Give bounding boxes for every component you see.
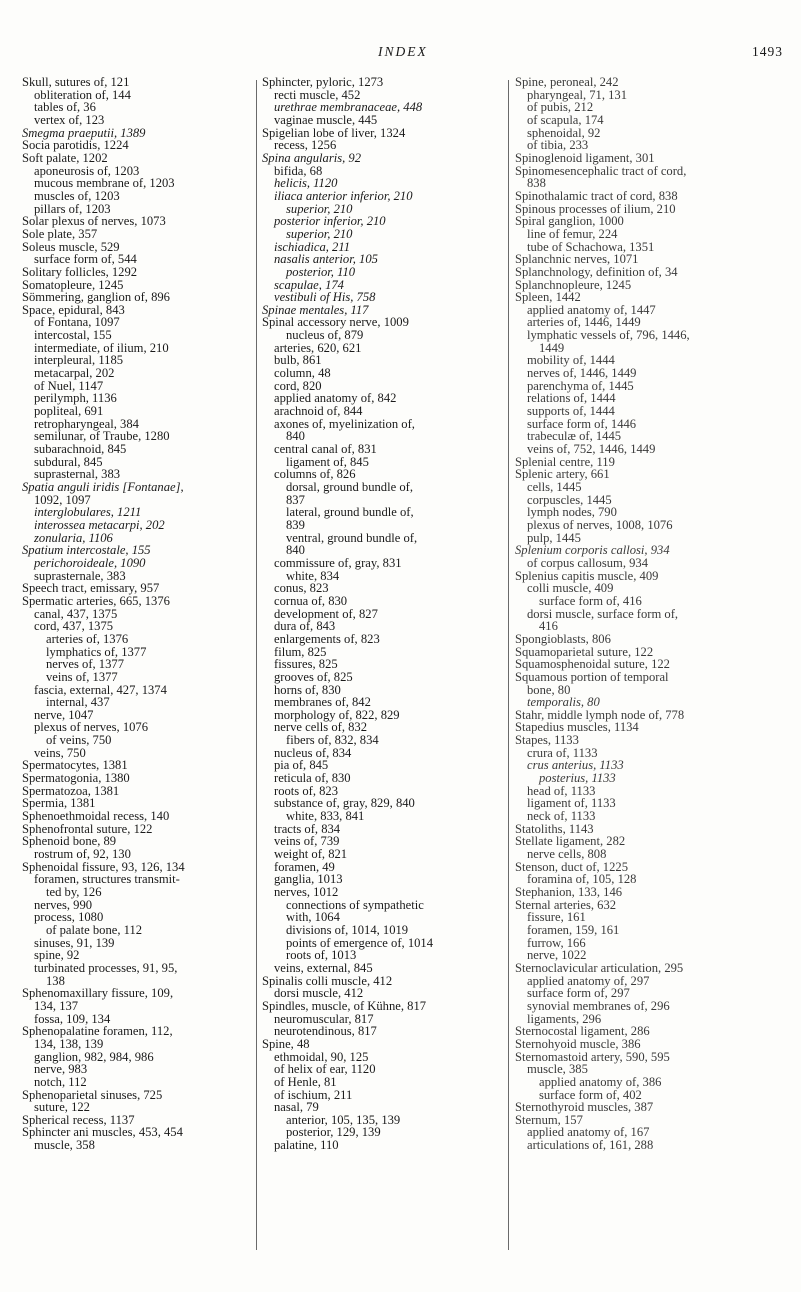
index-entry: ligaments, 296 xyxy=(527,1011,602,1026)
index-entry: metacarpal, 202 xyxy=(34,366,115,381)
index-entry: intercostal, 155 xyxy=(34,328,112,343)
index-entry: Stenson, duct of, 1225 xyxy=(515,859,628,874)
index-entry: Sphincter, pyloric, 1273 xyxy=(262,75,384,89)
index-entry: of tibia, 233 xyxy=(527,138,589,153)
index-entry: superior, 210 xyxy=(286,226,353,241)
index-entry: applied anatomy of, 167 xyxy=(527,1125,650,1140)
index-entry: veins of, 1377 xyxy=(46,669,118,684)
index-entry: nasalis anterior, 105 xyxy=(274,252,378,267)
index-entry: ligament of, 845 xyxy=(286,454,369,469)
index-entry: Spongioblasts, 806 xyxy=(515,631,611,646)
index-entry: Stapedius muscles, 1134 xyxy=(515,720,639,735)
index-entry: dorsal, ground bundle of, xyxy=(286,480,413,494)
index-entry: nerve, 983 xyxy=(34,1062,88,1077)
index-entry: Sphenoidal fissure, 93, 126, 134 xyxy=(22,859,185,874)
index-entry: of veins, 750 xyxy=(46,733,112,748)
index-entry: bone, 80 xyxy=(527,682,571,697)
index-entry: temporalis, 80 xyxy=(527,695,600,710)
index-entry: 839 xyxy=(286,517,305,532)
index-entry: Speech tract, emissary, 957 xyxy=(22,581,160,596)
index-entry: of scapula, 174 xyxy=(527,112,604,127)
index-entry: Soleus muscle, 529 xyxy=(22,239,120,254)
index-entry: Stahr, middle lymph node of, 778 xyxy=(515,707,685,722)
index-entry: 840 xyxy=(286,429,305,444)
index-entry: Statoliths, 1143 xyxy=(515,821,594,836)
index-entry: corpuscles, 1445 xyxy=(527,492,612,507)
index-entry: weight of, 821 xyxy=(274,847,348,862)
index-entry: nerve, 1047 xyxy=(34,707,94,722)
index-entry: applied anatomy of, 842 xyxy=(274,391,397,406)
index-entry: Spherical recess, 1137 xyxy=(22,1112,135,1127)
index-entry: line of femur, 224 xyxy=(527,226,618,241)
index-entry: suture, 122 xyxy=(34,1100,90,1115)
index-entry: Soft palate, 1202 xyxy=(22,150,108,165)
index-entry: Squamosphenoidal suture, 122 xyxy=(515,657,670,672)
index-entry: Spermia, 1381 xyxy=(22,796,96,811)
index-entry: horns of, 830 xyxy=(274,682,341,697)
index-entry: of Fontana, 1097 xyxy=(34,315,120,330)
index-entry: nerve, 1022 xyxy=(527,948,587,963)
index-entry: retropharyngeal, 384 xyxy=(34,416,139,431)
index-entry: 1092, 1097 xyxy=(34,492,91,507)
index-entry: Spatium intercostale, 155 xyxy=(22,543,151,558)
index-entry: lymph nodes, 790 xyxy=(527,505,617,520)
index-entry: posterior, 110 xyxy=(286,264,356,279)
index-entry: Spine, peroneal, 242 xyxy=(515,75,619,89)
index-entry: divisions of, 1014, 1019 xyxy=(286,922,409,937)
index-entry: grooves of, 825 xyxy=(274,669,353,684)
index-entry: Spleen, 1442 xyxy=(515,290,581,305)
index-entry: surface form of, 1446 xyxy=(527,416,637,431)
index-entry: Sphenomaxillary fissure, 109, xyxy=(22,986,174,1001)
index-entry: recti muscle, 452 xyxy=(274,87,361,102)
index-entry: column, 48 xyxy=(274,366,331,381)
index-entry: nerves of, 1377 xyxy=(46,657,124,672)
index-entry: tube of Schachowa, 1351 xyxy=(527,239,655,254)
index-entry: ventral, ground bundle of, xyxy=(286,530,418,545)
index-entry: fissures, 825 xyxy=(274,657,338,672)
index-entry: commissure of, gray, 831 xyxy=(274,555,402,570)
index-entry: Spindles, muscle, of Kühne, 817 xyxy=(262,998,427,1013)
index-entry: morphology of, 822, 829 xyxy=(274,707,400,722)
index-entry: nerves, 990 xyxy=(34,897,93,912)
index-entry: Splenial centre, 119 xyxy=(515,454,615,469)
index-entry: roots of, 823 xyxy=(274,783,339,798)
index-entry: ganglia, 1013 xyxy=(274,872,343,887)
index-entry: Splanchnic nerves, 1071 xyxy=(515,252,639,267)
index-entry: nucleus of, 879 xyxy=(286,328,364,343)
index-entry: urethrae membranaceae, 448 xyxy=(274,100,423,115)
index-entry: ganglion, 982, 984, 986 xyxy=(34,1049,154,1064)
index-entry: Sole plate, 357 xyxy=(22,226,98,241)
index-entry: posterior, 129, 139 xyxy=(286,1125,381,1140)
running-title: INDEX xyxy=(378,44,428,59)
index-entry: palatine, 110 xyxy=(274,1138,339,1153)
index-entry: muscles of, 1203 xyxy=(34,188,120,203)
index-entry: 134, 138, 139 xyxy=(34,1036,104,1051)
index-entry: interglobulares, 1211 xyxy=(34,505,142,520)
index-entry: aponeurosis of, 1203 xyxy=(34,163,140,178)
index-entry: Space, epidural, 843 xyxy=(22,302,125,317)
index-entry: Spinomesencephalic tract of cord, xyxy=(515,163,687,178)
index-entry: Sphenopalatine foramen, 112, xyxy=(22,1024,173,1039)
index-entry: tables of, 36 xyxy=(34,100,96,115)
index-entry: Splenium corporis callosi, 934 xyxy=(515,543,670,558)
index-entry: Stapes, 1133 xyxy=(515,733,579,748)
index-entry: Spinoglenoid ligament, 301 xyxy=(515,150,655,165)
index-entry: relations of, 1444 xyxy=(527,391,616,406)
index-entry: neck of, 1133 xyxy=(527,809,596,824)
index-entry: filum, 825 xyxy=(274,644,327,659)
index-entry: neurotendinous, 817 xyxy=(274,1024,377,1039)
index-entry: Sternothyroid muscles, 387 xyxy=(515,1100,654,1115)
index-entry: Sternal arteries, 632 xyxy=(515,897,617,912)
index-entry: trabeculæ of, 1445 xyxy=(527,429,622,444)
index-entry: nerve cells, 808 xyxy=(527,847,607,862)
index-entry: mobility of, 1444 xyxy=(527,353,615,368)
index-entry: applied anatomy of, 386 xyxy=(539,1074,662,1089)
index-entry: columns of, 826 xyxy=(274,467,356,482)
index-entry: interpleural, 1185 xyxy=(34,353,124,368)
index-entry: enlargements of, 823 xyxy=(274,631,380,646)
index-entry: nerves, 1012 xyxy=(274,885,339,899)
index-entry: veins of, 739 xyxy=(274,834,340,849)
index-entry: muscle, 358 xyxy=(34,1138,95,1153)
index-entry: anterior, 105, 135, 139 xyxy=(286,1112,401,1127)
index-entry: articulations of, 161, 288 xyxy=(527,1138,654,1153)
index-entry: zonularia, 1106 xyxy=(34,530,113,545)
index-entry: bulb, 861 xyxy=(274,353,322,368)
index-entry: white, 833, 841 xyxy=(286,809,365,824)
index-entry: 1449 xyxy=(539,340,565,355)
index-entry: Skull, sutures of, 121 xyxy=(22,75,130,89)
index-entry: intermediate, of ilium, 210 xyxy=(34,340,169,355)
index-entry: subarachnoid, 845 xyxy=(34,442,127,457)
index-entry: Spinous processes of ilium, 210 xyxy=(515,201,676,216)
index-entry: Sternum, 157 xyxy=(515,1112,583,1127)
index-entry: Spinothalamic tract of cord, 838 xyxy=(515,188,678,203)
index-entry: points of emergence of, 1014 xyxy=(286,935,434,950)
index-entry: 138 xyxy=(46,973,65,988)
index-entry: head of, 1133 xyxy=(527,783,596,798)
index-entry: veins of, 752, 1446, 1449 xyxy=(527,442,656,457)
index-entry: surface form of, 544 xyxy=(34,252,137,267)
index-entry: of Nuel, 1147 xyxy=(34,378,104,393)
index-entry: vaginae muscle, 445 xyxy=(274,112,378,127)
column-divider xyxy=(508,80,509,1250)
index-entry: membranes of, 842 xyxy=(274,695,371,710)
index-entry: Spina angularis, 92 xyxy=(262,150,362,165)
index-entry: central canal of, 831 xyxy=(274,442,377,457)
index-entry: 416 xyxy=(539,619,558,634)
index-entry: Sternocostal ligament, 286 xyxy=(515,1024,650,1039)
index-entry: Sternomastoid artery, 590, 595 xyxy=(515,1049,670,1064)
index-entry: furrow, 166 xyxy=(527,935,586,950)
index-entry: 838 xyxy=(527,176,546,191)
index-entry: veins, external, 845 xyxy=(274,960,373,975)
index-entry: Squamous portion of temporal xyxy=(515,669,669,684)
index-entry: of helix of ear, 1120 xyxy=(274,1062,376,1077)
index-entry: perilymph, 1136 xyxy=(34,391,117,406)
index-entry: plexus of nerves, 1008, 1076 xyxy=(527,517,673,532)
index-entry: pillars of, 1203 xyxy=(34,201,111,216)
index-entry: foramen, 49 xyxy=(274,859,335,874)
index-entry: dura of, 843 xyxy=(274,619,336,634)
index-entry: Spine, 48 xyxy=(262,1036,310,1051)
index-entry: Spinal accessory nerve, 1009 xyxy=(262,315,409,330)
page-header xyxy=(0,0,801,70)
index-entry: Spigelian lobe of liver, 1324 xyxy=(262,125,406,140)
index-entry: cord, 820 xyxy=(274,378,322,393)
index-entry: Sphenoparietal sinuses, 725 xyxy=(22,1087,163,1102)
index-entry: vestibuli of His, 758 xyxy=(274,290,376,305)
index-entry: Splenic artery, 661 xyxy=(515,467,610,482)
index-entry: pia of, 845 xyxy=(274,758,329,773)
index-entry: applied anatomy of, 1447 xyxy=(527,302,656,317)
index-entry: interossea metacarpi, 202 xyxy=(34,517,165,532)
index-entry: mucous membrane of, 1203 xyxy=(34,176,175,191)
index-entry: reticula of, 830 xyxy=(274,771,351,786)
index-entry: fossa, 109, 134 xyxy=(34,1011,111,1026)
index-entry: dorsi muscle, 412 xyxy=(274,986,364,1001)
index-entry: iliaca anterior inferior, 210 xyxy=(274,188,413,203)
index-entry: cornua of, 830 xyxy=(274,593,348,608)
index-entry: 837 xyxy=(286,492,305,507)
index-column-3 xyxy=(515,76,785,1152)
index-entry: parenchyma of, 1445 xyxy=(527,378,634,393)
index-entry: of pubis, 212 xyxy=(527,100,594,115)
index-entry: of ischium, 211 xyxy=(274,1087,353,1102)
index-entry: Spiral ganglion, 1000 xyxy=(515,214,624,229)
index-entry: of palate bone, 112 xyxy=(46,922,143,937)
index-entry: Splanchnopleure, 1245 xyxy=(515,277,632,292)
index-entry: helicis, 1120 xyxy=(274,176,338,191)
index-entry: with, 1064 xyxy=(286,910,340,925)
index-entry: suprasternal, 383 xyxy=(34,467,121,482)
index-entry: ted by, 126 xyxy=(46,885,102,899)
index-entry: Splenius capitis muscle, 409 xyxy=(515,568,659,583)
index-entry: ischiadica, 211 xyxy=(274,239,351,254)
index-entry: superior, 210 xyxy=(286,201,353,216)
index-entry: 840 xyxy=(286,543,305,558)
index-entry: axones of, myelinization of, xyxy=(274,416,415,431)
index-entry: arteries of, 1376 xyxy=(46,631,129,646)
index-entry: Sternohyoid muscle, 386 xyxy=(515,1036,641,1051)
index-entry: popliteal, 691 xyxy=(34,404,104,419)
index-entry: conus, 823 xyxy=(274,581,329,596)
index-entry: spine, 92 xyxy=(34,948,80,963)
index-entry: substance of, gray, 829, 840 xyxy=(274,796,415,811)
index-entry: nerves of, 1446, 1449 xyxy=(527,366,637,381)
index-entry: Splanchnology, definition of, 34 xyxy=(515,264,678,279)
index-entry: development of, 827 xyxy=(274,606,378,621)
index-entry: pharyngeal, 71, 131 xyxy=(527,87,628,102)
index-entry: crus anterius, 1133 xyxy=(527,758,624,773)
index-entry: of Henle, 81 xyxy=(274,1074,337,1089)
index-entry: foramen, structures transmit- xyxy=(34,872,180,887)
index-entry: turbinated processes, 91, 95, xyxy=(34,960,178,975)
index-entry: surface form of, 297 xyxy=(527,986,630,1001)
index-entry: bifida, 68 xyxy=(274,163,323,178)
index-entry: lymphatic vessels of, 796, 1446, xyxy=(527,328,690,343)
index-entry: nerve cells of, 832 xyxy=(274,720,368,735)
index-entry: plexus of nerves, 1076 xyxy=(34,720,149,735)
index-entry: foramina of, 105, 128 xyxy=(527,872,637,887)
index-entry: white, 834 xyxy=(286,568,340,583)
index-entry: surface form of, 402 xyxy=(539,1087,642,1102)
index-entry: nucleus of, 834 xyxy=(274,745,352,760)
index-entry: supports of, 1444 xyxy=(527,404,615,419)
index-entry: Spermatozoa, 1381 xyxy=(22,783,120,798)
index-entry: applied anatomy of, 297 xyxy=(527,973,650,988)
index-entry: Sternoclavicular articulation, 295 xyxy=(515,960,684,975)
index-entry: arachnoid of, 844 xyxy=(274,404,363,419)
index-entry: Sphenoid bone, 89 xyxy=(22,834,117,849)
index-entry: suprasternale, 383 xyxy=(34,568,126,583)
index-entry: Stephanion, 133, 146 xyxy=(515,885,623,899)
index-entry: Socia parotidis, 1224 xyxy=(22,138,129,153)
index-entry: posterius, 1133 xyxy=(539,771,616,786)
index-entry: Sphenoethmoidal recess, 140 xyxy=(22,809,170,824)
index-entry: tracts of, 834 xyxy=(274,821,341,836)
index-entry: semilunar, of Traube, 1280 xyxy=(34,429,170,444)
index-entry: lateral, ground bundle of, xyxy=(286,505,414,520)
index-entry: Stellate ligament, 282 xyxy=(515,834,626,849)
index-entry: Sphenofrontal suture, 122 xyxy=(22,821,153,836)
index-column-2 xyxy=(262,76,488,1152)
index-entry: cord, 437, 1375 xyxy=(34,619,114,634)
index-entry: Spatia anguli iridis [Fontanae], xyxy=(22,480,184,494)
index-entry: Squamoparietal suture, 122 xyxy=(515,644,654,659)
index-entry: posterior inferior, 210 xyxy=(274,214,386,229)
index-entry: arteries of, 1446, 1449 xyxy=(527,315,641,330)
index-entry: Sömmering, ganglion of, 896 xyxy=(22,290,170,305)
index-entry: Spinae mentales, 117 xyxy=(262,302,369,317)
index-entry: Solitary follicles, 1292 xyxy=(22,264,138,279)
index-entry: Spermatogonia, 1380 xyxy=(22,771,130,786)
index-entry: Sphincter ani muscles, 453, 454 xyxy=(22,1125,183,1140)
index-entry: Solar plexus of nerves, 1073 xyxy=(22,214,166,229)
index-entry: dorsi muscle, surface form of, xyxy=(527,606,679,621)
index-column-1 xyxy=(22,76,254,1152)
index-entry: process, 1080 xyxy=(34,910,104,925)
index-entry: lymphatics of, 1377 xyxy=(46,644,147,659)
index-entry: neuromuscular, 817 xyxy=(274,1011,374,1026)
index-entry: arteries, 620, 621 xyxy=(274,340,362,355)
index-entry: ethmoidal, 90, 125 xyxy=(274,1049,369,1064)
index-entry: veins, 750 xyxy=(34,745,86,760)
index-entry: foramen, 159, 161 xyxy=(527,922,620,937)
index-entry: sinuses, 91, 139 xyxy=(34,935,115,950)
index-entry: of corpus callosum, 934 xyxy=(527,555,649,570)
index-entry: ligament of, 1133 xyxy=(527,796,616,811)
index-entry: Somatopleure, 1245 xyxy=(22,277,124,292)
index-entry: roots of, 1013 xyxy=(286,948,357,963)
index-entry: fibers of, 832, 834 xyxy=(286,733,379,748)
index-entry: surface form of, 416 xyxy=(539,593,642,608)
index-entry: fascia, external, 427, 1374 xyxy=(34,682,167,697)
index-entry: scapulae, 174 xyxy=(274,277,344,292)
index-entry: obliteration of, 144 xyxy=(34,87,131,102)
index-entry: synovial membranes of, 296 xyxy=(527,998,670,1013)
index-entry: recess, 1256 xyxy=(274,138,337,153)
index-entry: cells, 1445 xyxy=(527,480,582,494)
index-entry: colli muscle, 409 xyxy=(527,581,614,596)
index-entry: perichoroideale, 1090 xyxy=(34,555,146,570)
index-entry: Spinalis colli muscle, 412 xyxy=(262,973,393,988)
index-entry: crura of, 1133 xyxy=(527,745,598,760)
index-entry: Spermatic arteries, 665, 1376 xyxy=(22,593,170,608)
index-entry: pulp, 1445 xyxy=(527,530,581,545)
index-entry: vertex of, 123 xyxy=(34,112,105,127)
index-entry: nasal, 79 xyxy=(274,1100,319,1115)
index-entry: 134, 137 xyxy=(34,998,79,1013)
index-entry: Smegma praeputii, 1389 xyxy=(22,125,146,140)
index-entry: Spermatocytes, 1381 xyxy=(22,758,128,773)
index-entry: rostrum of, 92, 130 xyxy=(34,847,131,862)
index-entry: muscle, 385 xyxy=(527,1062,588,1077)
index-entry: connections of sympathetic xyxy=(286,897,424,912)
index-entry: canal, 437, 1375 xyxy=(34,606,118,621)
index-entry: notch, 112 xyxy=(34,1074,87,1089)
index-entry: fissure, 161 xyxy=(527,910,586,925)
column-divider xyxy=(256,80,257,1250)
page-number: 1493 xyxy=(752,44,783,59)
index-entry: sphenoidal, 92 xyxy=(527,125,601,140)
index-entry: internal, 437 xyxy=(46,695,110,710)
index-entry: subdural, 845 xyxy=(34,454,103,469)
